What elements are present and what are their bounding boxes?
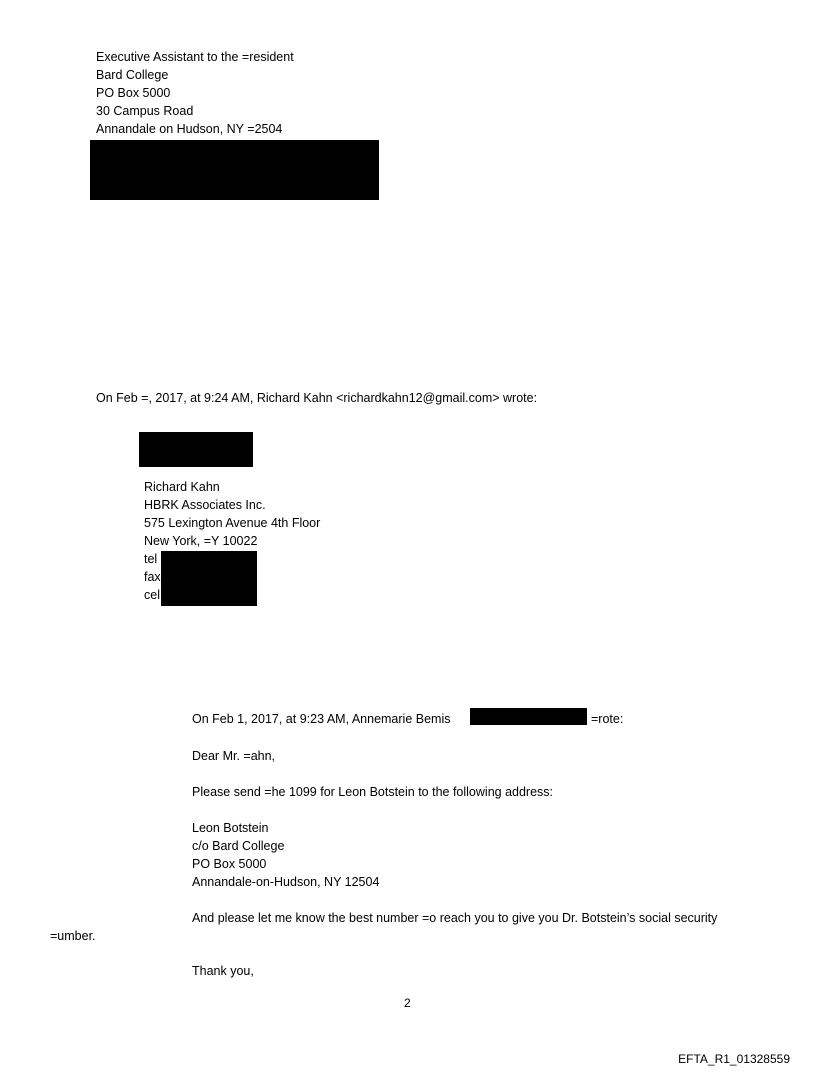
contact-label-cel: cel xyxy=(144,588,160,602)
signature-line: PO Box 5000 xyxy=(96,86,171,100)
page-number: 2 xyxy=(404,996,411,1010)
sender-line: Richard Kahn xyxy=(144,480,220,494)
contact-label-fax: fax xyxy=(144,570,161,584)
sender-line: New York, =Y 10022 xyxy=(144,534,258,548)
document-id: EFTA_R1_01328559 xyxy=(678,1052,790,1066)
followup-text: And please let me know the best number =o reach you to give you Dr. Botstein’s social security xyxy=(192,911,718,925)
redaction-block xyxy=(139,432,253,467)
closing: Thank you, xyxy=(192,964,254,978)
greeting: Dear Mr. =ahn, xyxy=(192,749,276,763)
request-text: Please send =he 1099 for Leon Botstein to the following address: xyxy=(192,785,554,799)
original-header-suffix: =rote: xyxy=(591,712,624,726)
address-line: PO Box 5000 xyxy=(192,857,267,871)
signature-line: 30 Campus Road xyxy=(96,104,194,118)
redaction-block xyxy=(161,551,257,606)
signature-line: Executive Assistant to the =resident xyxy=(96,50,294,64)
sender-line: HBRK Associates Inc. xyxy=(144,498,266,512)
redaction-block xyxy=(470,708,587,725)
contact-label-tel: tel xyxy=(144,552,158,566)
address-line: Leon Botstein xyxy=(192,821,269,835)
signature-line: Annandale on Hudson, NY =2504 xyxy=(96,122,283,136)
signature-line: Bard College xyxy=(96,68,169,82)
address-line: c/o Bard College xyxy=(192,839,285,853)
redaction-block xyxy=(90,140,379,200)
sender-line: 575 Lexington Avenue 4th Floor xyxy=(144,516,321,530)
original-header-prefix: On Feb 1, 2017, at 9:23 AM, Annemarie Bemis xyxy=(192,712,451,726)
address-line: Annandale-on-Hudson, NY 12504 xyxy=(192,875,380,889)
followup-text-wrap: =umber. xyxy=(50,929,96,943)
reply-header: On Feb =, 2017, at 9:24 AM, Richard Kahn <richardkahn12@gmail.com> wrote: xyxy=(96,391,538,405)
